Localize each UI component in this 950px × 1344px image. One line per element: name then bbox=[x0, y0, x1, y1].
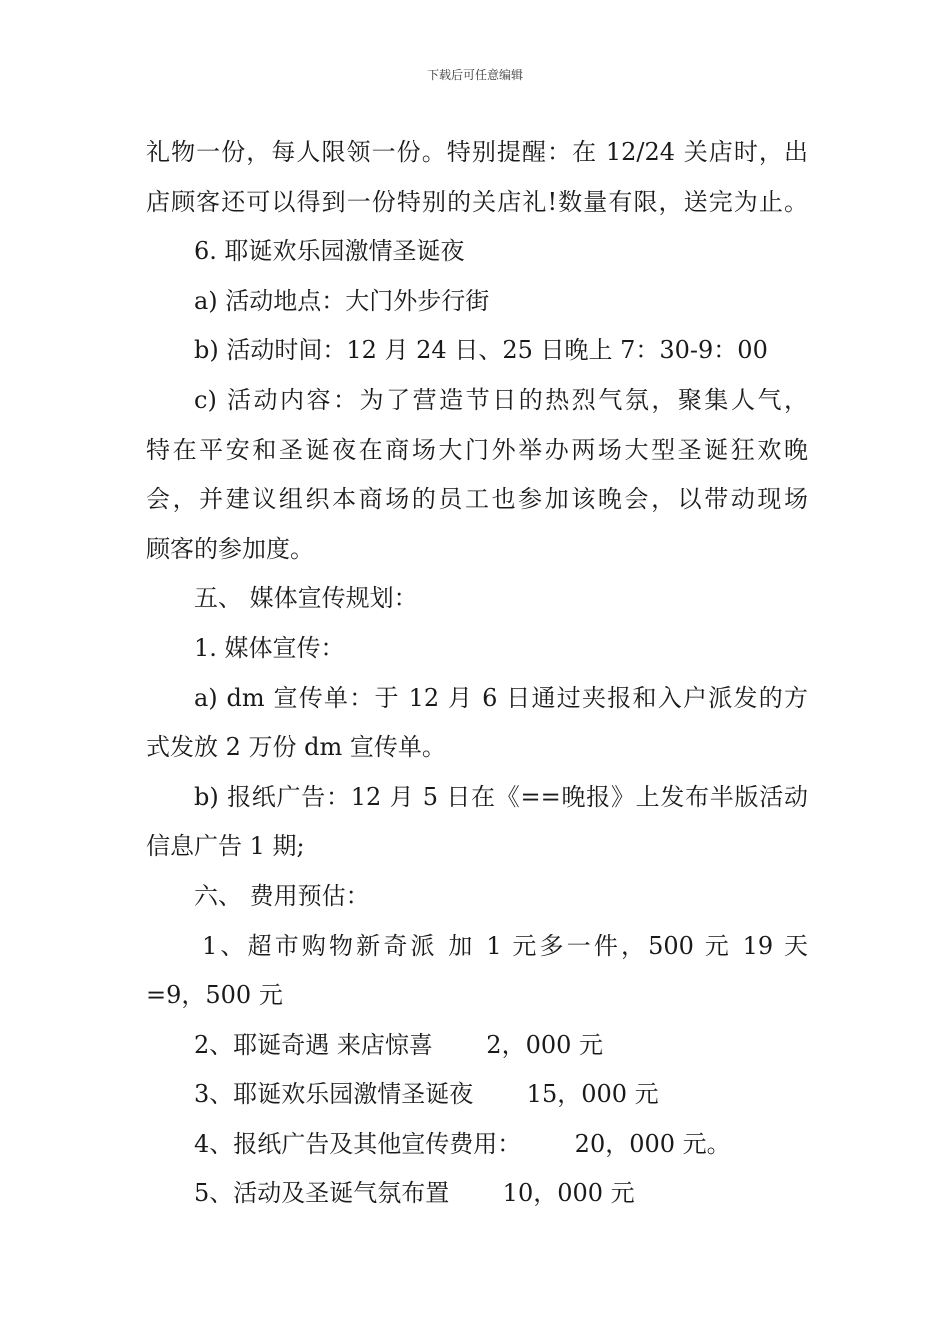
text-line: 店顾客还可以得到一份特别的关店礼!数量有限，送完为止。 bbox=[146, 187, 808, 216]
document-body bbox=[146, 128, 808, 1219]
text-line: 六、 费用预估： bbox=[194, 881, 370, 910]
page-header: 下载后可任意编辑 bbox=[426, 68, 523, 82]
text-line: 五、 媒体宣传规划： bbox=[194, 584, 418, 613]
text-line: b) 活动时间：12 月 24 日、25 日晚上 7：30-9：00 bbox=[194, 336, 768, 365]
text-line: 6. 耶诞欢乐园激情圣诞夜 bbox=[194, 237, 465, 266]
text-line: 1、超市购物新奇派 加 1 元多一件，500 元 19 天 bbox=[202, 931, 808, 960]
text-line: a) dm 宣传单：于 12 月 6 日通过夹报和入户派发的方 bbox=[194, 683, 808, 712]
text-line: 1. 媒体宣传： bbox=[194, 633, 345, 662]
text-line: 特在平安和圣诞夜在商场大门外举办两场大型圣诞狂欢晚 bbox=[146, 435, 808, 464]
text-line: 顾客的参加度。 bbox=[146, 534, 314, 563]
text-line: =9，500 元 bbox=[146, 981, 283, 1010]
text-line: 2、耶诞奇遇 来店惊喜 2，000 元 bbox=[194, 1030, 604, 1059]
text-line: c) 活动内容：为了营造节日的热烈气氛，聚集人气， bbox=[194, 385, 808, 414]
text-line: 5、活动及圣诞气氛布置 10，000 元 bbox=[194, 1179, 635, 1208]
text-line: b) 报纸广告：12 月 5 日在《==晚报》上发布半版活动 bbox=[194, 782, 808, 811]
text-line: 3、耶诞欢乐园激情圣诞夜 15，000 元 bbox=[194, 1080, 659, 1109]
text-line: 信息广告 1 期; bbox=[146, 832, 305, 861]
text-line: 4、报纸广告及其他宣传费用： 20，000 元。 bbox=[194, 1129, 731, 1158]
text-line: 礼物一份，每人限领一份。特别提醒：在 12/24 关店时，出 bbox=[146, 138, 808, 166]
text-line: 会，并建议组织本商场的员工也参加该晚会，以带动现场 bbox=[146, 485, 808, 514]
text-line: a) 活动地点：大门外步行街 bbox=[194, 286, 490, 315]
text-line: 式发放 2 万份 dm 宣传单。 bbox=[146, 733, 446, 762]
